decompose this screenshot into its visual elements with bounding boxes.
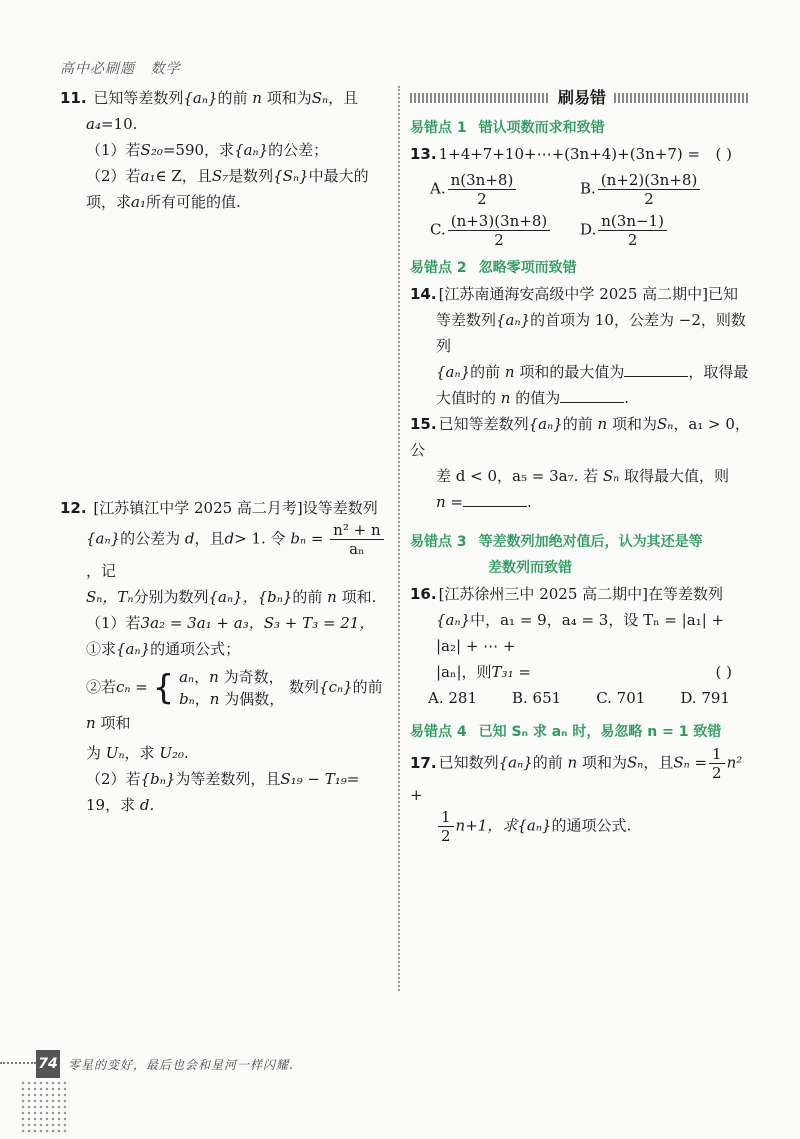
footer-dot-grid (20, 1080, 70, 1135)
problem-number: 12. (60, 499, 87, 517)
problem-15: 15. 已知等差数列{aₙ}的前 n 项和为Sₙ，a₁ > 0，公 差 d < 0，a₅ = 3a₇. 若 Sₙ 取得最大值，则 n = . (410, 415, 750, 511)
page-number: 74 (36, 1050, 60, 1078)
answer-blank[interactable] (560, 386, 624, 403)
error-point-1: 易错点 1 错认项数而求和致错 (410, 120, 605, 136)
error-point-2: 易错点 2 忽略零项而致错 (410, 260, 577, 276)
option-b: B. $\frac{(n+2)(3n+8)}{2}$ (580, 171, 730, 208)
answer-bracket: ( ) (715, 145, 732, 163)
option-a: A. $\frac{n(3n+8)}{2}$ (430, 171, 580, 208)
answer-blank[interactable] (463, 490, 527, 507)
problem-17: 17. 已知数列{aₙ}的前 n 项和为Sₙ，且Sₙ = $\frac{1}{2}$ n² + $\frac{1}{2}$ n+1，求{aₙ}的通项公式. (410, 745, 743, 845)
book-title: 高中必刷题 (60, 61, 135, 77)
option-c: C. 701 (596, 689, 646, 707)
options (410, 685, 750, 711)
problem-source: [江苏镇江中学 2025 高二月考] (93, 499, 303, 517)
answer-bracket: ( ) (715, 663, 732, 681)
problem-12: 12. [江苏镇江中学 2025 高二月考]设等差数列 {aₙ}的公差为 d，且d> 1. 令 bₙ = $\frac{\text{n² + n}}{\text{aₙ}}$ ，记 Sₙ，Tₙ分别为数列{aₙ}，{bₙ}的前 n 项和. （1）若3a₂ = 3a₁ + a₃，S₃ + T₃ = 21， ①求{aₙ}的通项公式； ②若cₙ = { aₙ，n 为奇数， bₙ，n 为偶数， 数列{cₙ}的前 n 项和 为 Uₙ，求 U₂₀. （2）若{bₙ}为等差数列，且S₁₉ − T₁₉= 19，求 d. (60, 499, 383, 814)
subject: 数学 (150, 61, 181, 77)
option-c: C. $\frac{(n+3)(3n+8)}{2}$ (430, 212, 580, 249)
option-d: D. 791 (680, 689, 730, 707)
problem-11: 11. 已知等差数列{aₙ}的前 n 项和为Sₙ，且 a₄=10. （1）若S₂₀=590，求{aₙ}的公差； （2）若a₁∈ Z，且S₇是数列{Sₙ}中最大的 项，求a₁所有可能的值. (60, 89, 369, 211)
error-point-4: 易错点 4 已知 Sₙ 求 aₙ 时，易忽略 n = 1 致错 (410, 724, 722, 740)
section-title: 刷易错 (410, 85, 750, 111)
section-ornament (410, 93, 550, 103)
right-column (410, 85, 750, 845)
footer-quote: 零星的变好，最后也会和星河一样闪耀. (68, 1058, 294, 1072)
piecewise-cases: aₙ，n 为奇数， bₙ，n 为偶数， (179, 668, 285, 708)
option-b: B. 651 (512, 689, 562, 707)
problem-13: 13. 1+4+7+10+⋯+(3n+4)+(3n+7) = ( ) A. $\frac{n(3n+8)}{2}$ B. $\frac{(n+2)(3n+8)}{2}$ C. $\frac{(n+3)(3n+8)}{2}$ D. $\frac{n(3n-1)}{2}$ (410, 141, 750, 249)
error-point-3: 易错点 3 等差数列加绝对值后，认为其还是等 差数列而致错 (410, 534, 703, 576)
column-divider (398, 86, 400, 991)
footer-dots (0, 1062, 36, 1064)
problem-16: 16. [江苏徐州三中 2025 高二期中]在等差数列 {aₙ}中，a₁ = 9，a₄ = 3，设 Tₙ = |a₁| + |a₂| + ⋯ + |aₙ|，则T₃₁ = ( ) A. 281 B. 651 C. 701 D. 791 (410, 581, 750, 711)
section-ornament (614, 93, 750, 103)
option-a: A. 281 (428, 689, 477, 707)
running-header (60, 58, 190, 78)
brace-symbol: { (152, 668, 175, 708)
problem-14: 14. [江苏南通海安高级中学 2025 高二期中]已知 等差数列{aₙ}的首项为 10，公差为 −2，则数列 {aₙ}的前 n 项和的最大值为 ，取得最 大值时的 n 的值为 . (410, 285, 749, 407)
answer-blank[interactable] (624, 360, 688, 377)
fraction: $\frac{\text{n² + n}}{\text{aₙ}}$ (330, 521, 383, 558)
option-d: D. $\frac{n(3n-1)}{2}$ (580, 212, 730, 249)
problem-number: 11. (60, 89, 87, 107)
left-column (60, 85, 390, 818)
page-footer (0, 1050, 800, 1139)
options (430, 171, 750, 249)
